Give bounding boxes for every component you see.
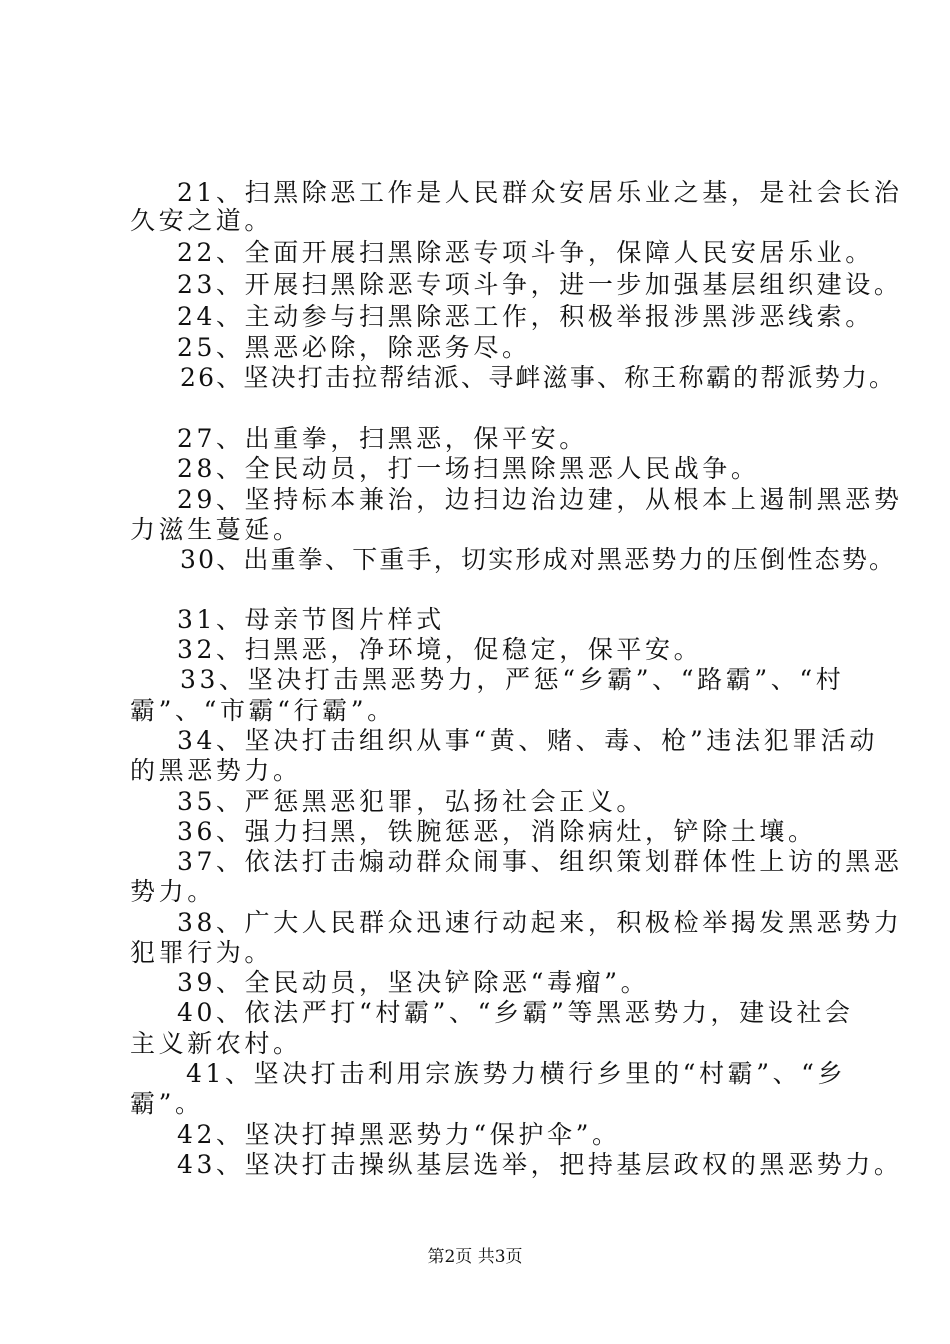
text-line: 的黑恶势力。 xyxy=(130,756,302,785)
text-line: 38、广大人民群众迅速行动起来，积极检举揭发黑恶势力 xyxy=(177,908,903,937)
text-line: 29、坚持标本兼治，边扫边治边建，从根本上遏制黑恶势 xyxy=(177,485,903,514)
text-line: 40、依法严打“村霸”、“乡霸”等黑恶势力，建设社会 xyxy=(177,998,854,1027)
text-line: 41、坚决打击利用宗族势力横行乡里的“村霸”、“乡 xyxy=(186,1059,847,1088)
text-line: 21、扫黑除恶工作是人民群众安居乐业之基，是社会长治 xyxy=(177,178,903,207)
text-line: 33、坚决打击黑恶势力，严惩“乡霸”、“路霸”、“村 xyxy=(180,665,845,694)
page-footer: 第2页 共3页 xyxy=(427,1247,523,1267)
text-line: 43、坚决打击操纵基层选举，把持基层政权的黑恶势力。 xyxy=(177,1150,903,1179)
text-line: 36、强力扫黑，铁腕惩恶，消除病灶，铲除土壤。 xyxy=(177,817,817,846)
text-line: 犯罪行为。 xyxy=(130,938,274,967)
text-line: 39、全民动员，坚决铲除恶“毒瘤”。 xyxy=(177,968,650,997)
text-line: 24、主动参与扫黑除恶工作，积极举报涉黑涉恶线索。 xyxy=(177,302,874,331)
text-line: 久安之道。 xyxy=(130,206,274,235)
text-line: 27、出重拳，扫黑恶，保平安。 xyxy=(177,424,588,453)
text-line: 23、开展扫黑除恶专项斗争，进一步加强基层组织建设。 xyxy=(177,270,903,299)
text-line: 28、全民动员，打一场扫黑除黑恶人民战争。 xyxy=(177,454,760,483)
text-line: 霸”、“市霸“行霸”。 xyxy=(130,696,396,725)
text-line: 势力。 xyxy=(130,877,216,906)
text-line: 37、依法打击煽动群众闹事、组织策划群体性上访的黑恶 xyxy=(177,847,903,876)
text-line: 力滋生蔓延。 xyxy=(130,515,302,544)
text-line: 42、坚决打掉黑恶势力“保护伞”。 xyxy=(177,1120,621,1149)
text-line: 34、坚决打击组织从事“黄、赌、毒、枪”违法犯罪活动 xyxy=(177,726,878,755)
text-line: 26、坚决打击拉帮结派、寻衅滋事、称王称霸的帮派势力。 xyxy=(180,363,897,392)
text-line: 32、扫黑恶，净环境，促稳定，保平安。 xyxy=(177,635,703,664)
text-line: 25、黑恶必除，除恶务尽。 xyxy=(177,333,531,362)
text-line: 霸”。 xyxy=(130,1089,204,1118)
text-line: 22、全面开展扫黑除恶专项斗争，保障人民安居乐业。 xyxy=(177,238,874,267)
text-line: 31、母亲节图片样式 xyxy=(177,605,445,634)
text-line: 30、出重拳、下重手，切实形成对黑恶势力的压倒性态势。 xyxy=(180,545,897,574)
text-line: 主义新农村。 xyxy=(130,1029,302,1058)
text-line: 35、严惩黑恶犯罪，弘扬社会正义。 xyxy=(177,787,646,816)
